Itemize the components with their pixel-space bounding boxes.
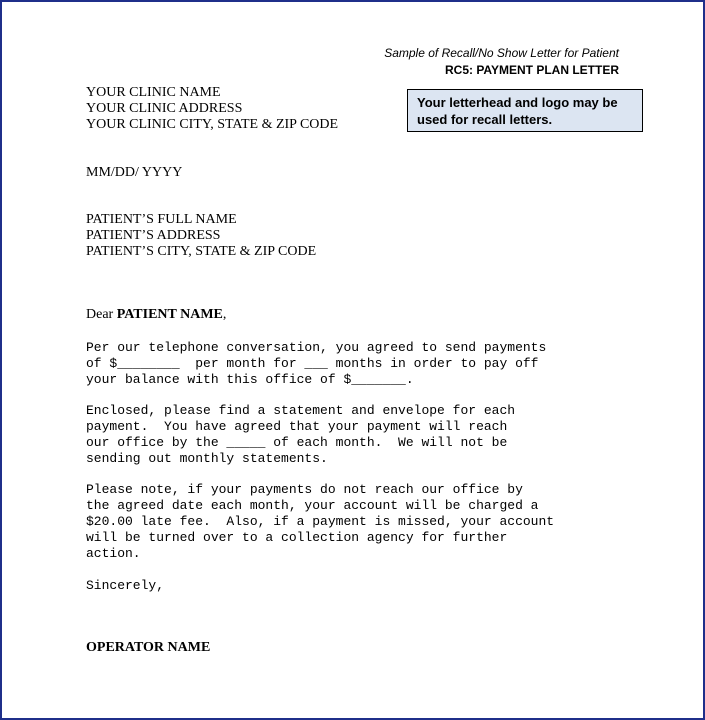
body-paragraph-3: [86, 482, 554, 562]
clinic-address-block: [86, 85, 338, 133]
letter-date: [86, 165, 182, 181]
clinic-name: YOUR CLINIC NAME: [86, 85, 221, 100]
date-text: MM/DD/ YYYY: [86, 165, 183, 180]
paragraph-line: your balance with this office of $_______.: [86, 372, 414, 387]
paragraph-line: the agreed date each month, your account will be charged a: [86, 498, 539, 513]
paragraph-line: Per our telephone conversation, you agreed to send payments: [86, 340, 547, 355]
paragraph-line: of $________ per month for ___ months in order to pay off: [86, 356, 539, 371]
signature: [86, 640, 210, 656]
document-subtitle: Sample of Recall/No Show Letter for Patient: [384, 46, 619, 60]
salutation-patient-name: PATIENT NAME: [116, 307, 223, 322]
patient-address: PATIENT’S ADDRESS: [86, 228, 221, 243]
salutation-prefix: Dear: [86, 307, 117, 322]
paragraph-line: Please note, if your payments do not reach our office by: [86, 482, 523, 497]
paragraph-line: payment. You have agreed that your payment will reach: [86, 419, 508, 434]
paragraph-line: will be turned over to a collection agency for further: [86, 530, 508, 545]
operator-name: OPERATOR NAME: [86, 640, 211, 655]
closing-text: Sincerely,: [86, 578, 165, 593]
body-paragraph-2: [86, 403, 515, 467]
salutation: [86, 307, 226, 323]
letterhead-callout: Your letterhead and logo may be used for recall letters.: [407, 89, 643, 132]
patient-full-name: PATIENT’S FULL NAME: [86, 212, 237, 227]
paragraph-line: our office by the _____ of each month. We will not be: [86, 435, 508, 450]
closing: [86, 578, 164, 594]
paragraph-line: sending out monthly statements.: [86, 451, 328, 466]
salutation-suffix: ,: [222, 307, 227, 322]
patient-city-state-zip: PATIENT’S CITY, STATE & ZIP CODE: [86, 244, 317, 259]
paragraph-line: $20.00 late fee. Also, if a payment is missed, your account: [86, 514, 555, 529]
document-header: [384, 45, 619, 79]
paragraph-line: action.: [86, 546, 141, 561]
clinic-city-state-zip: YOUR CLINIC CITY, STATE & ZIP CODE: [86, 117, 339, 132]
clinic-address: YOUR CLINIC ADDRESS: [86, 101, 243, 116]
paragraph-line: Enclosed, please find a statement and envelope for each: [86, 403, 516, 418]
document-code-title: RC5: PAYMENT PLAN LETTER: [444, 63, 619, 77]
body-paragraph-1: [86, 340, 546, 388]
patient-address-block: [86, 212, 316, 260]
